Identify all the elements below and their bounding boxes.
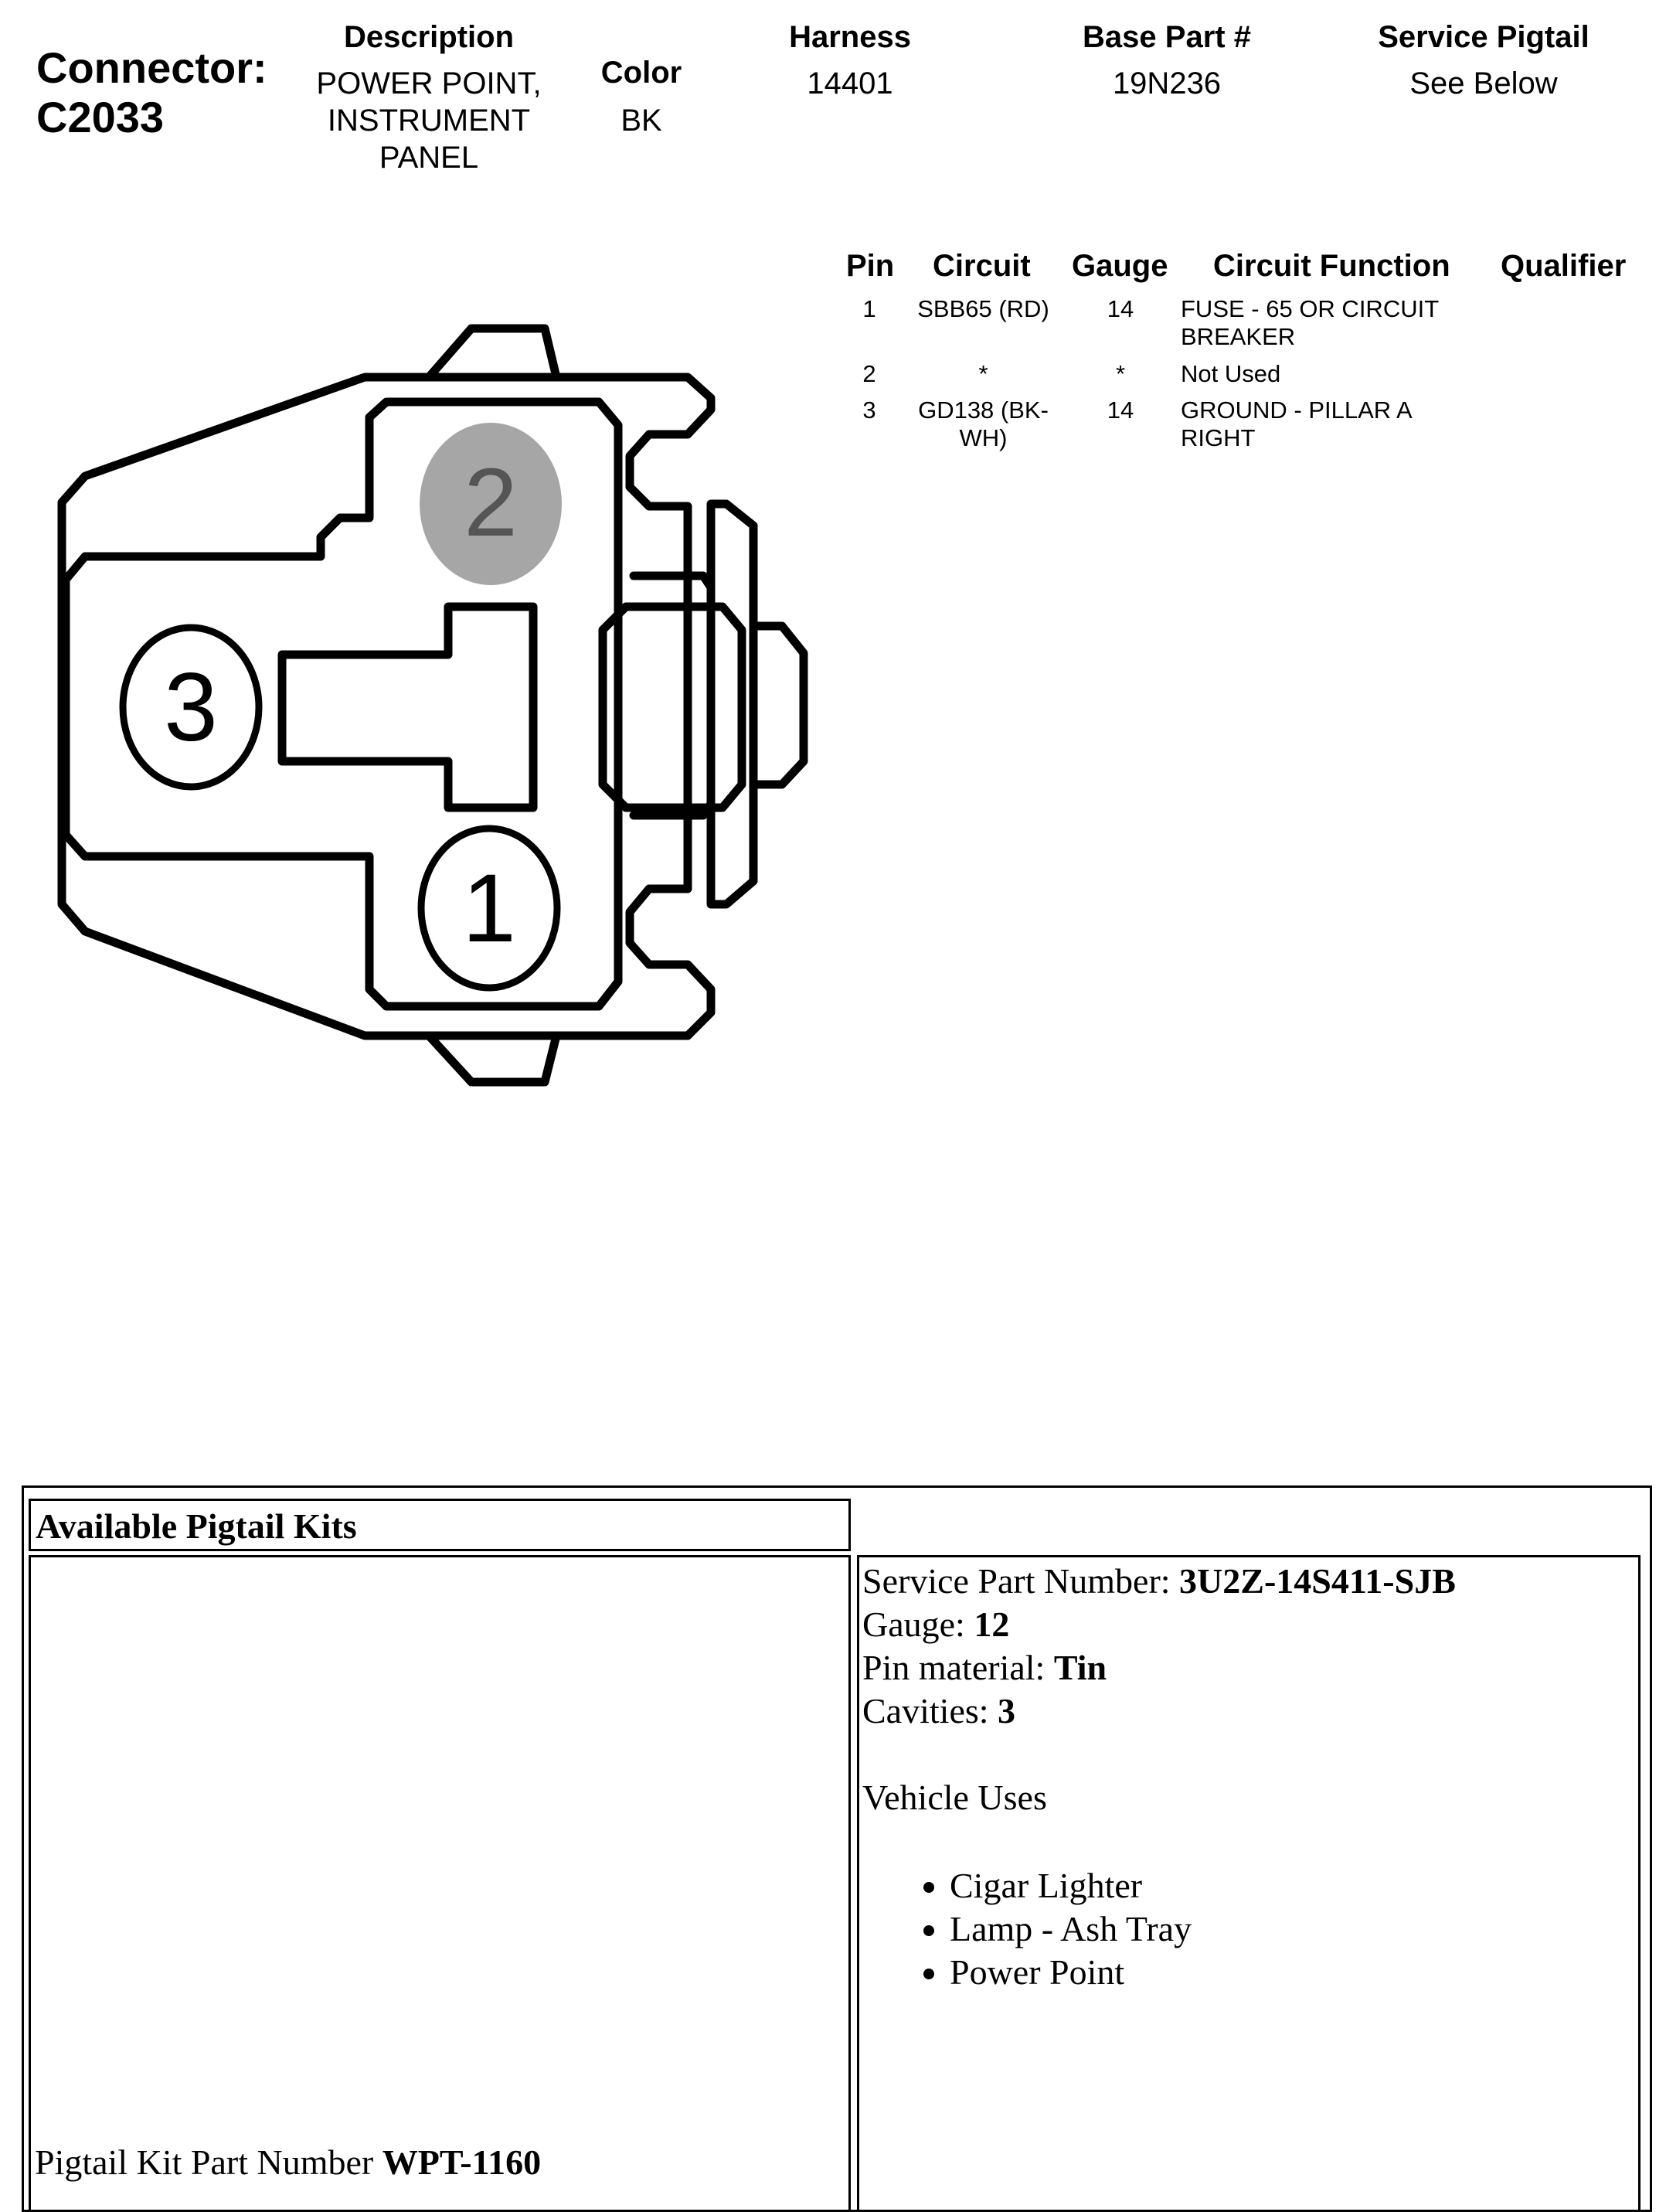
pin-column-header: Pin <box>846 249 895 283</box>
row-2-pin: 2 <box>862 360 876 387</box>
vehicle-use-item: • Lamp - Ash Tray <box>950 1907 1620 1951</box>
harness-header: Harness <box>789 20 911 54</box>
service-part-label: Service Part Number: <box>862 1561 1180 1601</box>
row-2-gauge: * <box>1115 360 1126 387</box>
kit-part-number <box>35 2141 541 2184</box>
side-lock-bar <box>634 576 711 815</box>
service-part-value: 3U2Z-14S411-SJB <box>1179 1561 1456 1601</box>
polarizing-key <box>282 607 533 808</box>
pin-material-value: Tin <box>1053 1648 1107 1687</box>
vehicle-use-item: • Power Point <box>950 1951 1620 1994</box>
row-1-gauge: 14 <box>1107 295 1134 322</box>
row-3-gauge: 14 <box>1107 396 1134 424</box>
base-part-header: Base Part # <box>1083 20 1251 54</box>
gauge-line <box>862 1603 1620 1646</box>
row-1-function: FUSE - 65 OR CIRCUIT BREAKER <box>1181 295 1439 350</box>
gauge-label: Gauge: <box>862 1605 974 1644</box>
service-pigtail-value: See Below <box>1409 66 1558 100</box>
cavities-label: Cavities: <box>862 1691 998 1730</box>
row-2-function: Not Used <box>1181 360 1281 387</box>
vehicle-use-item: • Cigar Lighter <box>950 1864 1620 1907</box>
pin-material-line <box>862 1646 1620 1690</box>
bottom-latch <box>429 1036 556 1082</box>
connector-label: Connector: <box>36 43 267 92</box>
side-lock-tab <box>603 607 742 808</box>
gauge-column-header: Gauge <box>1072 249 1168 283</box>
row-3-function: GROUND - PILLAR A RIGHT <box>1181 396 1412 451</box>
vehicle-uses-label: Vehicle Uses <box>862 1778 1047 1817</box>
qualifier-column-header: Qualifier <box>1501 249 1627 283</box>
pin-material-label: Pin material: <box>862 1648 1054 1687</box>
row-1-pin: 1 <box>862 295 876 322</box>
row-2-circuit: * <box>978 360 988 387</box>
pin-1-label: 1 <box>462 855 516 962</box>
kit-part-value: WPT-1160 <box>382 2142 542 2182</box>
kit-part-label: Pigtail Kit Part Number <box>35 2142 382 2182</box>
circuit-column-header: Circuit <box>933 249 1031 283</box>
pin-3-label: 3 <box>164 654 218 761</box>
service-part-line <box>862 1560 1620 1603</box>
side-lock-post <box>711 504 753 904</box>
pigtail-kits-title-cell <box>29 1499 851 1551</box>
harness-value: 14401 <box>807 66 893 100</box>
color-value: BK <box>620 104 662 138</box>
top-latch <box>429 328 556 377</box>
connector-face-diagram <box>0 0 850 1113</box>
cavities-value: 3 <box>998 1691 1016 1730</box>
side-lock-catch <box>753 626 804 784</box>
description-value: POWER POINT, INSTRUMENT PANEL <box>316 66 542 175</box>
pigtail-kits-title: Available Pigtail Kits <box>36 1506 357 1546</box>
row-3-pin: 3 <box>862 396 876 424</box>
gauge-value: 12 <box>974 1605 1010 1644</box>
color-header: Color <box>600 56 682 90</box>
service-part-details <box>862 1560 1620 1994</box>
vehicle-uses-list <box>855 1864 1620 1994</box>
base-part-value: 19N236 <box>1112 66 1222 100</box>
row-3-circuit: GD138 (BK-WH) <box>918 396 1049 451</box>
function-column-header: Circuit Function <box>1213 249 1450 283</box>
row-1-circuit: SBB65 (RD) <box>917 295 1049 322</box>
pin-2-label: 2 <box>464 449 518 556</box>
cavities-line <box>862 1690 1620 1733</box>
description-header: Description <box>343 20 515 54</box>
pigtail-image-cell <box>29 1555 851 2212</box>
connector-id: C2033 <box>36 93 165 141</box>
service-pigtail-header: Service Pigtail <box>1378 20 1590 54</box>
